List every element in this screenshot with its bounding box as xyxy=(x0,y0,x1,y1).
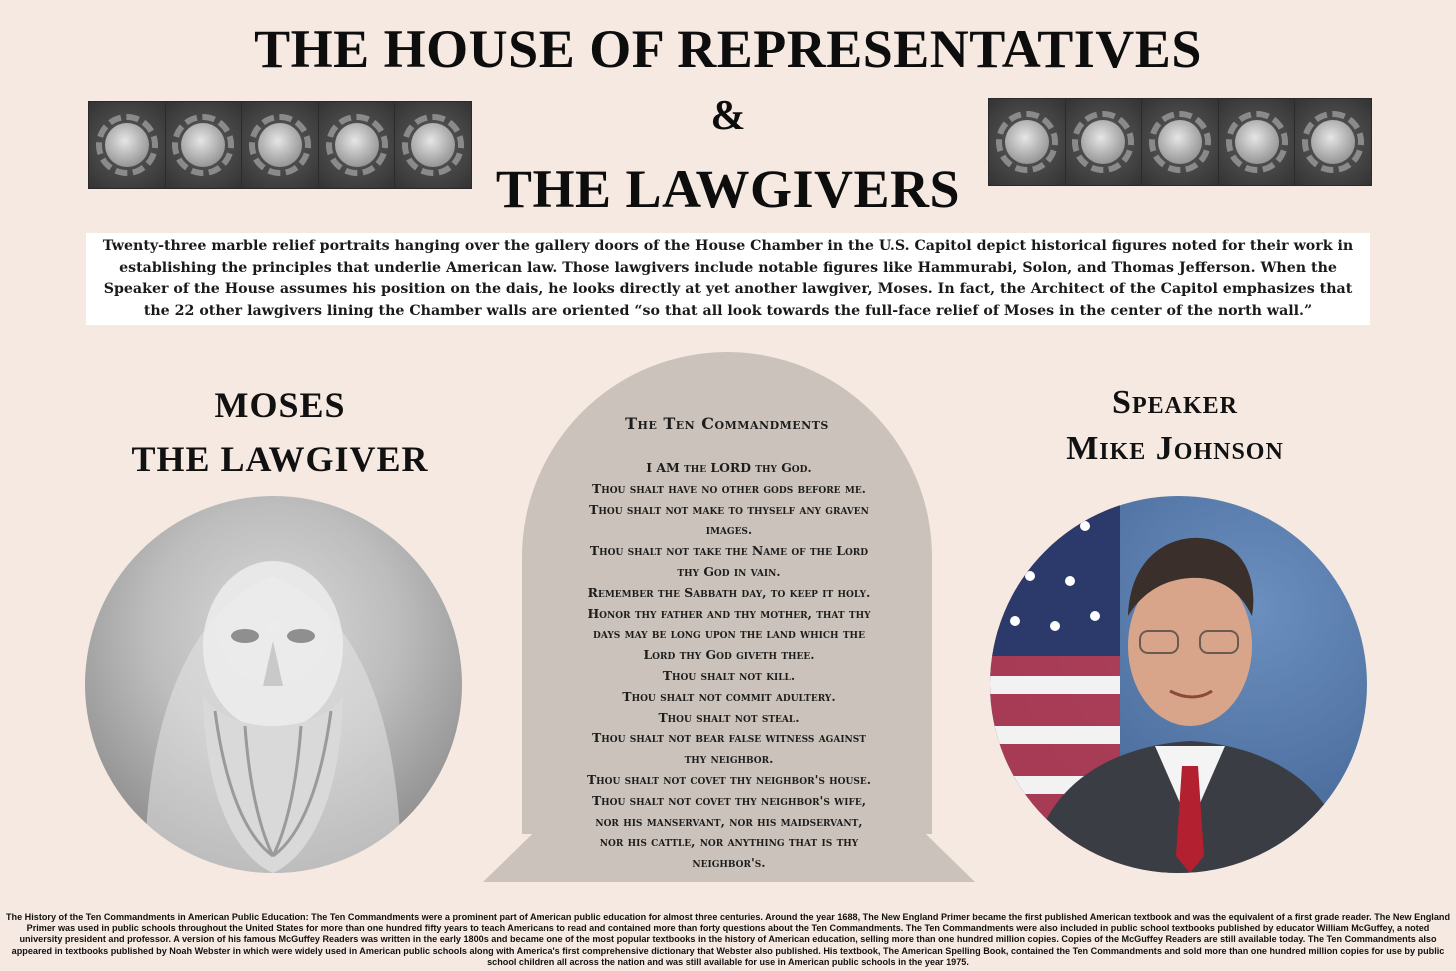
ten-commandments-tablet xyxy=(483,352,975,882)
commandment-line: neighbor's. xyxy=(692,855,766,871)
lawgiver-relief-image xyxy=(395,102,471,188)
lawgiver-reliefs-left xyxy=(88,101,472,189)
moses-title: MOSES xyxy=(214,385,346,425)
speaker-photo xyxy=(990,496,1367,873)
commandment-line: Thou shalt not take the Name of the Lord xyxy=(589,543,869,559)
commandment-line: Thou shalt not bear false witness against xyxy=(592,730,866,746)
tablet-title: The Ten Commandments xyxy=(625,414,829,433)
commandments-list xyxy=(543,458,915,874)
moses-relief-image xyxy=(85,496,462,873)
commandment-line: Thou shalt not steal. xyxy=(658,709,800,725)
lawgiver-relief-image xyxy=(1142,99,1219,185)
lawgiver-relief-image xyxy=(1219,99,1296,185)
title-line-3: THE LAWGIVERS xyxy=(495,159,961,219)
speaker-photo-image xyxy=(990,496,1367,873)
commandment-line: thy neighbor. xyxy=(684,751,774,767)
moses-subtitle: THE LAWGIVER xyxy=(131,439,429,479)
lawgiver-relief-image xyxy=(1295,99,1371,185)
commandment-line: Thou shalt have no other gods before me. xyxy=(591,480,866,496)
commandment-line: thy God in vain. xyxy=(677,563,781,579)
commandment-line: Thou shalt not make to thyself any graven xyxy=(589,501,869,517)
commandment-line: Lord thy God giveth thee. xyxy=(643,647,815,663)
title-ampersand: & xyxy=(710,93,746,139)
footer-history-text: The History of the Ten Commandments in American Public Education: The Ten Commandments were a prominent part of American public education for almost three centuries. Around the year 1688, The New England Primer became the first published American textbook and was the equivalent of a first grade reader. The New England Primer was used in public schools throughout the United States for more than one hundred fifty years to teach Americans to read and contained more than forty questions about the Ten Commandments. The Ten Commandments were also included in public school textbooks published by educator William McGuffey, a noted university president and professor. A version of his famous McGuffey Readers was written in the early 1800s and became one of the most popular textbooks in the history of American education, selling more than one hundred million copies. Copies of the McGuffey Readers are still available today. The Ten Commandments also appeared in textbooks published by Noah Webster in which were widely used in American public schools along with America's first comprehensive dictionary that Webster also published. His textbook, The American Spelling Book, contained the Ten Commandments and sold more than one hundred million copies for use by public school children all across the nation and was still available for use in American public schools in the year 1975. xyxy=(5,912,1450,967)
commandment-line: nor his manservant, nor his maidservant, xyxy=(595,813,863,829)
lawgiver-reliefs-right xyxy=(988,98,1372,186)
lawgiver-relief-image xyxy=(989,99,1066,185)
commandment-line: nor his cattle, nor anything that is thy xyxy=(599,834,859,850)
speaker-title: Speaker xyxy=(1112,384,1238,421)
moses-relief-portrait xyxy=(85,496,462,873)
commandment-line: Thou shalt not commit adultery. xyxy=(622,688,836,704)
lawgiver-relief-image xyxy=(1066,99,1143,185)
commandment-line: days may be long upon the land which the xyxy=(593,626,865,642)
commandment-line: images. xyxy=(705,522,753,538)
lawgiver-relief-image xyxy=(166,102,243,188)
commandment-line: Thou shalt not covet thy neighbor's wife, xyxy=(591,792,867,808)
lawgiver-relief-image xyxy=(89,102,166,188)
title-line-1: THE HOUSE OF REPRESENTATIVES xyxy=(254,19,1202,79)
commandment-line: Thou shalt not kill. xyxy=(662,667,796,683)
commandment-line: Thou shalt not covet thy neighbor's house. xyxy=(586,771,872,787)
speaker-name: Mike Johnson xyxy=(1066,430,1284,467)
commandment-line: I AM the LORD thy God. xyxy=(646,460,812,475)
lawgiver-relief-image xyxy=(319,102,396,188)
commandment-line: Honor thy father and thy mother, that thy xyxy=(587,605,871,621)
intro-paragraph: Twenty-three marble relief portraits hanging over the gallery doors of the House Chamber in the U.S. Capitol depict historical figures noted for their work in establishing the principles that underlie American law. Those lawgivers include notable figures like Hammurabi, Solon, and Thomas Jefferson. When the Speaker of the House assumes his position on the dais, he looks directly at yet another lawgiver, Moses. In fact, the Architect of the Capitol emphasizes that the 22 other lawgivers lining the Chamber walls are oriented “so that all look towards the full-face relief of Moses in the center of the north wall.” xyxy=(86,233,1370,325)
lawgiver-relief-image xyxy=(242,102,319,188)
commandment-line: Remember the Sabbath day, to keep it holy. xyxy=(587,584,871,600)
